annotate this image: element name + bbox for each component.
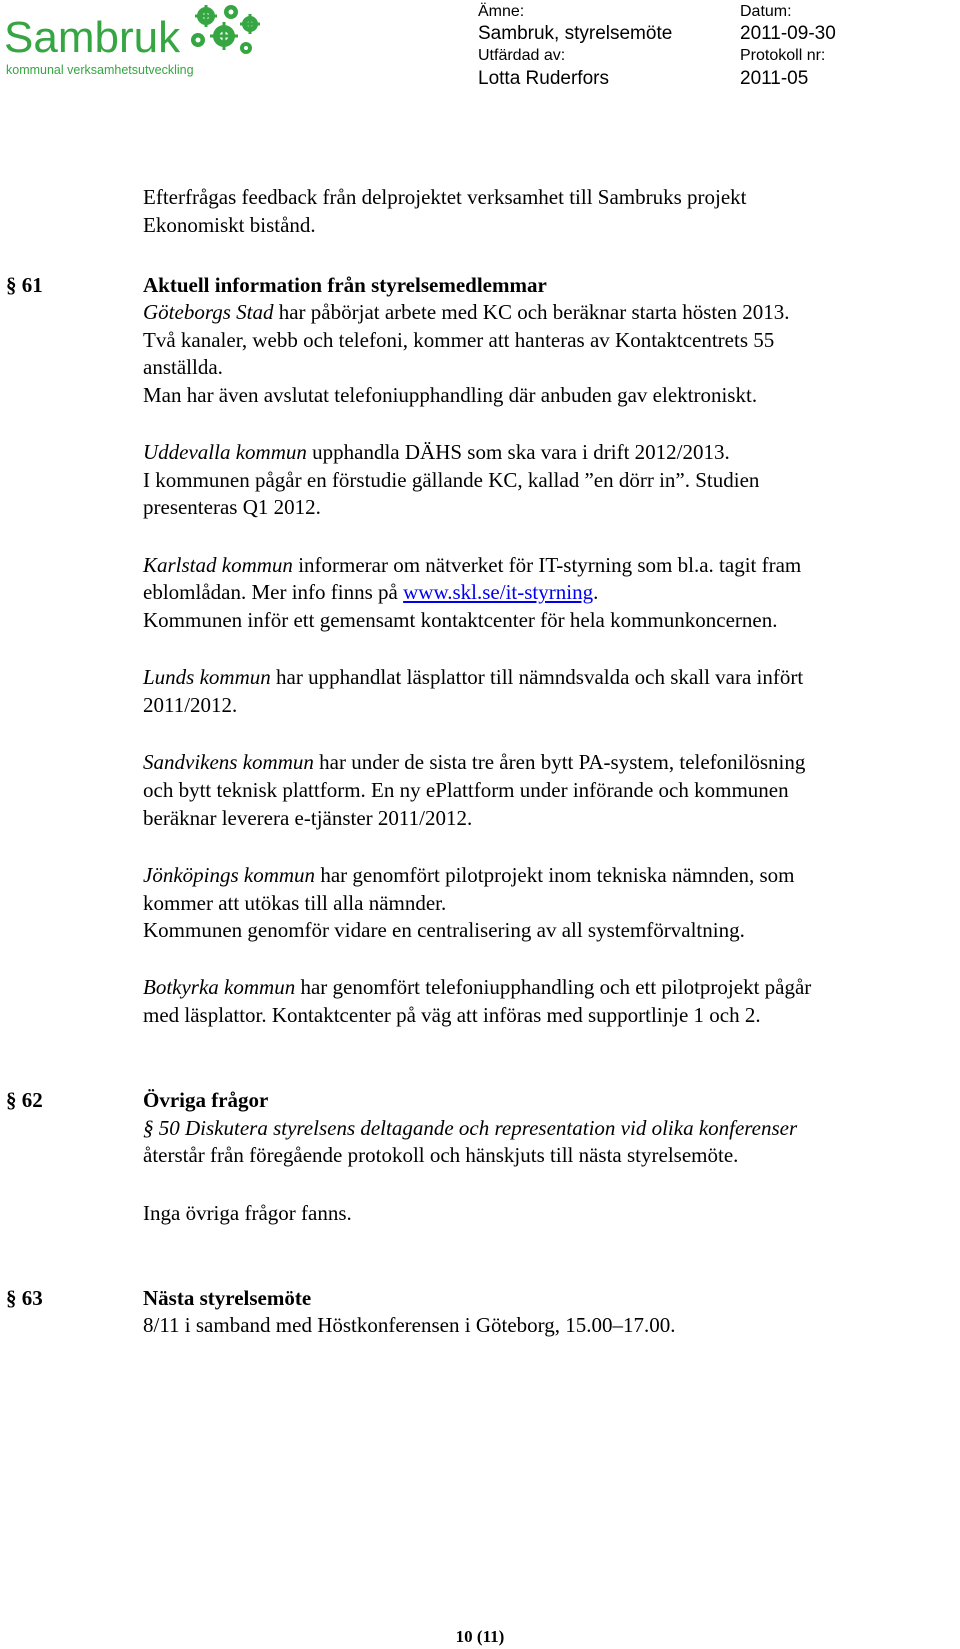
lund-line: 2011/2012.: [143, 693, 238, 717]
sandviken-line: beräknar leverera e-tjänster 2011/2012.: [143, 806, 473, 830]
section-62-number: § 62: [6, 1088, 43, 1112]
date-label: Datum:: [740, 3, 792, 20]
jonkoping-line: Kommunen genomför vidare en centralisering av all systemförvaltning.: [143, 918, 745, 942]
jonkoping-line: Jönköpings kommun har genomfört pilotprojekt inom tekniska nämnden, som: [143, 863, 795, 887]
page-number: 10 (11): [455, 1627, 505, 1646]
uddevalla-line: Uddevalla kommun upphandla DÄHS som ska vara i drift 2012/2013.: [143, 440, 730, 464]
goteborg-line: anställda.: [143, 355, 223, 379]
gears-icon: [184, 2, 264, 62]
section-62-title: Övriga frågor: [143, 1088, 269, 1112]
karlstad-line: eblomlådan. Mer info finns på www.skl.se/it-styrning.: [143, 580, 599, 604]
municipality-name: Göteborgs Stad: [143, 300, 274, 324]
sandviken-line: och bytt teknisk plattform. En ny ePlattform under införande och kommunen: [143, 778, 789, 802]
intro-line: Ekonomiskt bistånd.: [143, 213, 316, 237]
subject-label: Ämne:: [478, 3, 525, 20]
it-styrning-link[interactable]: www.skl.se/it-styrning: [403, 580, 594, 604]
botkyrka-line: med läsplattor. Kontaktcenter på väg att införas med supportlinje 1 och 2.: [143, 1003, 761, 1027]
sandviken-line: Sandvikens kommun har under de sista tre åren bytt PA-system, telefonilösning: [143, 750, 806, 774]
municipality-name: Botkyrka kommun: [143, 975, 296, 999]
section-61-number: § 61: [6, 273, 43, 297]
uddevalla-line: I kommunen pågår en förstudie gällande KC, kallad ”en dörr in”. Studien: [143, 468, 760, 492]
municipality-name: Lunds kommun: [143, 665, 271, 689]
logo-tagline: kommunal verksamhetsutveckling: [6, 63, 194, 77]
municipality-name: Uddevalla kommun: [143, 440, 307, 464]
intro-line: Efterfrågas feedback från delprojektet verksamhet till Sambruks projekt: [143, 185, 747, 209]
protocol-number-value: 2011-05: [740, 68, 809, 89]
karlstad-line: Karlstad kommun informerar om nätverket för IT-styrning som bl.a. tagit fram: [143, 553, 802, 577]
section-62-line: § 50 Diskutera styrelsens deltagande och representation vid olika konferenser: [143, 1116, 798, 1140]
uddevalla-line: presenteras Q1 2012.: [143, 495, 321, 519]
issued-by-label: Utfärdad av:: [478, 47, 566, 64]
sambruk-logo: [4, 2, 269, 78]
section-63-title: Nästa styrelsemöte: [143, 1286, 312, 1310]
municipality-name: Jönköpings kommun: [143, 863, 316, 887]
date-value: 2011-09-30: [740, 23, 836, 44]
lund-line: Lunds kommun har upphandlat läsplattor till nämndsvalda och skall vara infört: [143, 665, 804, 689]
section-62-line: Inga övriga frågor fanns.: [143, 1201, 352, 1225]
jonkoping-line: kommer att utökas till alla nämnder.: [143, 891, 447, 915]
section-63-number: § 63: [6, 1286, 43, 1310]
subject-value: Sambruk, styrelsemöte: [478, 23, 673, 44]
section-62-line: återstår från föregående protokoll och hänskjuts till nästa styrelsemöte.: [143, 1143, 739, 1167]
botkyrka-line: Botkyrka kommun har genomfört telefoniupphandling och ett pilotprojekt pågår: [143, 975, 812, 999]
goteborg-line: Man har även avslutat telefoniupphandling där anbuden gav elektroniskt.: [143, 383, 758, 407]
karlstad-line: Kommunen inför ett gemensamt kontaktcenter för hela kommunkoncernen.: [143, 608, 778, 632]
municipality-name: Karlstad kommun: [143, 553, 293, 577]
issued-by-value: Lotta Ruderfors: [478, 68, 609, 89]
goteborg-line: Göteborgs Stad har påbörjat arbete med KC och beräknar starta hösten 2013.: [143, 300, 790, 324]
section-63-line: 8/11 i samband med Höstkonferensen i Göteborg, 15.00–17.00.: [143, 1313, 676, 1337]
logo-wordmark: Sambruk: [4, 13, 181, 62]
goteborg-line: Två kanaler, webb och telefoni, kommer att hanteras av Kontaktcentrets 55: [143, 328, 775, 352]
protocol-number-label: Protokoll nr:: [740, 47, 826, 64]
section-61-title: Aktuell information från styrelsemedlemmar: [143, 273, 547, 297]
municipality-name: Sandvikens kommun: [143, 750, 314, 774]
